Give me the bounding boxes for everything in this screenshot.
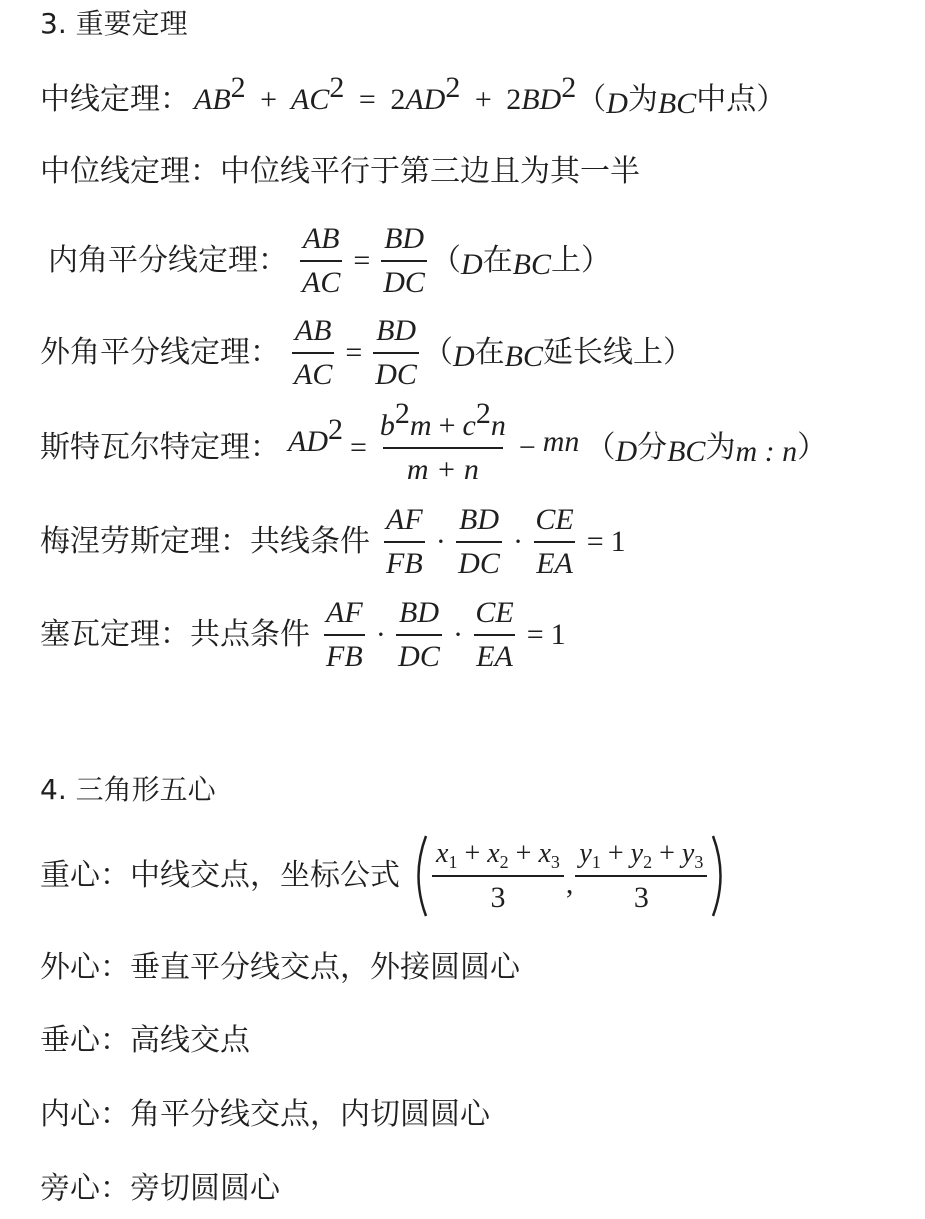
theorem-external-bisector bbox=[40, 308, 693, 398]
center-incenter-text: 内心：角平分线交点，内切圆圆心 bbox=[40, 1097, 490, 1132]
section-4-heading bbox=[40, 770, 216, 810]
center-centroid bbox=[40, 826, 731, 926]
center-orthocenter bbox=[40, 1021, 250, 1061]
theorem-stewart-note: （D分BC为m : n） bbox=[585, 430, 828, 468]
theorem-internal-bisector-label: 内角平分线定理： bbox=[48, 243, 288, 278]
theorem-internal-bisector-note: （D在BC上） bbox=[430, 243, 611, 281]
theorem-menelaus bbox=[40, 494, 626, 590]
theorem-midline bbox=[40, 152, 640, 192]
center-excenter-text: 旁心：旁切圆圆心 bbox=[40, 1171, 280, 1206]
center-orthocenter-text: 垂心：高线交点 bbox=[40, 1023, 250, 1058]
theorem-median-formula: $AB^2 + AC^2 = 2AD^2 + 2BD^2$ bbox=[194, 71, 577, 116]
theorem-midline-text: 中位线定理：中位线平行于第三边且为其一半 bbox=[40, 154, 640, 189]
theorem-median-note: （D为BC中点） bbox=[576, 82, 787, 120]
theorem-internal-bisector bbox=[48, 216, 611, 306]
theorem-median-label: 中线定理： bbox=[40, 82, 190, 117]
center-incenter bbox=[40, 1095, 490, 1135]
theorem-external-bisector-formula: $\frac{AB}{AC}$ = $\frac{BD}{DC}$ bbox=[294, 314, 417, 391]
center-circumcenter-text: 外心：垂直平分线交点，外接圆圆心 bbox=[40, 950, 520, 985]
right-paren-icon bbox=[709, 834, 731, 918]
theorem-ceva bbox=[40, 587, 566, 683]
theorem-external-bisector-note: （D在BC延长线上） bbox=[422, 335, 693, 373]
section-4-heading-text: 4. 三角形五心 bbox=[40, 773, 216, 806]
centroid-formula: $\frac{x_1 + x_2 + x_3}{3}$ , $\frac{y_1 + y_2 + y_3}{3}$ bbox=[408, 834, 731, 918]
center-circumcenter bbox=[40, 948, 520, 988]
theorem-median bbox=[40, 71, 787, 120]
theorem-internal-bisector-formula: $\frac{AB}{AC}$ = $\frac{BD}{DC}$ bbox=[302, 222, 425, 299]
theorem-ceva-formula: $\frac{AF}{FB}$ · $\frac{BD}{DC}$ · $\frac{CE}{EA}$ = 1 bbox=[326, 596, 566, 673]
theorem-stewart-formula: $AD^2$ = $\frac{b^2m + c^2n}{m + n}$ − mn bbox=[288, 397, 580, 486]
theorem-ceva-label: 塞瓦定理：共点条件 bbox=[40, 617, 310, 652]
theorem-menelaus-formula: $\frac{AF}{FB}$ · $\frac{BD}{DC}$ · $\frac{CE}{EA}$ = 1 bbox=[386, 503, 626, 580]
center-centroid-label: 重心：中线交点，坐标公式 bbox=[40, 858, 400, 893]
theorem-external-bisector-label: 外角平分线定理： bbox=[40, 335, 280, 370]
theorem-menelaus-label: 梅涅劳斯定理：共线条件 bbox=[40, 524, 370, 559]
center-excenter bbox=[40, 1169, 280, 1209]
section-3-heading bbox=[40, 4, 188, 44]
theorem-stewart-label: 斯特瓦尔特定理： bbox=[40, 430, 280, 465]
left-paren-icon bbox=[408, 834, 430, 918]
section-3-heading-text: 3. 重要定理 bbox=[40, 7, 188, 40]
theorem-stewart bbox=[40, 397, 828, 496]
